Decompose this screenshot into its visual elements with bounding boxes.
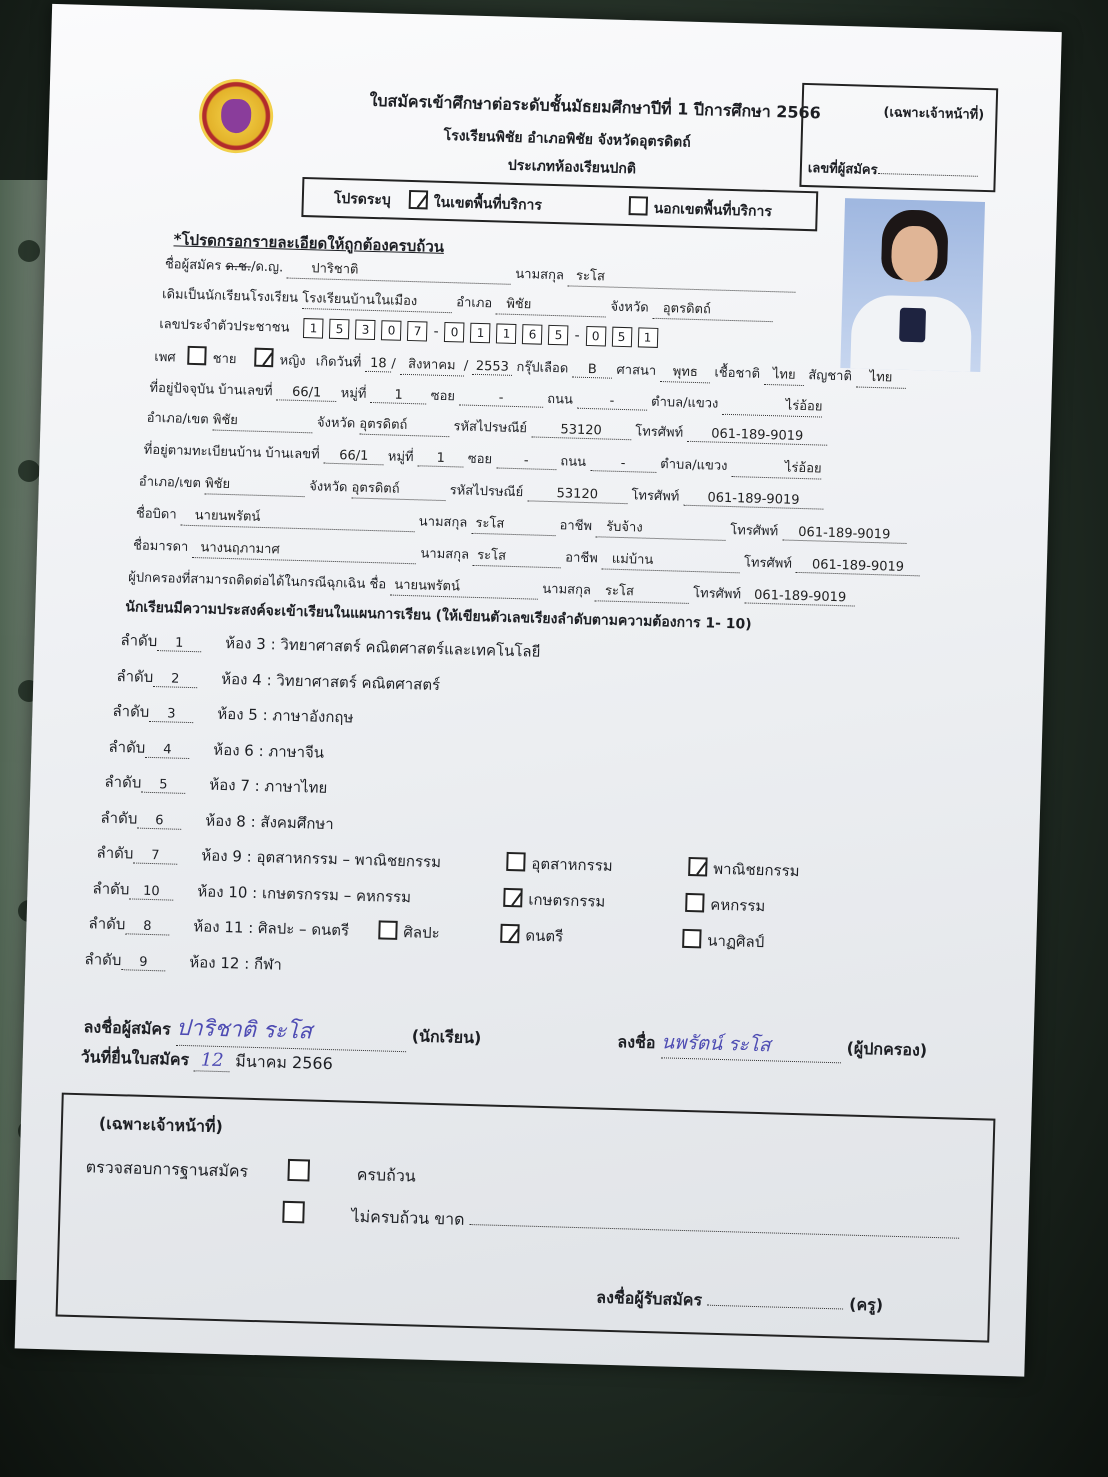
current-postcode-field[interactable]: 53120 bbox=[531, 421, 631, 440]
binder-hole bbox=[18, 460, 40, 482]
room10-agriculture-checkbox[interactable] bbox=[503, 888, 523, 908]
instruction-text: *โปรดกรอกรายละเอียดให้ถูกต้องครบถ้วน bbox=[173, 230, 445, 256]
room9-option-industry[interactable]: อุตสาหกรรม bbox=[506, 851, 613, 878]
room9-industry-checkbox[interactable] bbox=[506, 852, 526, 872]
id-digit-box[interactable]: 5 bbox=[329, 319, 350, 340]
binder-hole bbox=[18, 240, 40, 262]
id-digit-box[interactable]: 6 bbox=[522, 324, 543, 345]
current-address-row-2: อำเภอ/เขต พิชัย จังหวัด อุตรดิตถ์ รหัสไปรษณีย์ 53120 โทรศัพท์ 061-189-9019 bbox=[146, 407, 827, 448]
rank-label: ลำดับ bbox=[100, 808, 138, 828]
id-digit-box[interactable]: 1 bbox=[470, 323, 491, 344]
verification-incomplete-option[interactable]: ไม่ครบถ้วน ขาด bbox=[282, 1201, 960, 1247]
guardian-phone-field[interactable]: 061-189-9019 bbox=[745, 587, 855, 606]
room11-option-dance[interactable]: นาฏศิลป์ bbox=[682, 928, 765, 954]
submission-date-row: วันที่ยื่นใบสมัคร 12 มีนาคม 2566 bbox=[80, 1047, 334, 1074]
rank-field[interactable]: 2 bbox=[153, 670, 197, 687]
verification-label: ตรวจสอบการฐานสมัคร bbox=[85, 1157, 249, 1181]
applicant-number-label: เลขที่ผู้สมัคร bbox=[808, 157, 978, 183]
study-plan-heading: นักเรียนมีความประสงค์จะเข้าเรียนในแผนการเรียน (ให้เขียนตัวเลขเรียงลำดับตามความต้องการ 1- 10) bbox=[125, 599, 752, 633]
previous-school-row: เดิมเป็นนักเรียนโรงเรียน โรงเรียนบ้านในเมือง อำเภอ พิชัย จังหวัด อุตรดิตถ์ bbox=[162, 283, 773, 322]
study-plan-row bbox=[100, 805, 334, 836]
id-digit-box[interactable]: 1 bbox=[496, 323, 517, 344]
registered-province-field[interactable]: อุตรดิตถ์ bbox=[351, 476, 446, 501]
sex-female-checkbox[interactable] bbox=[254, 348, 274, 368]
mother-name-field[interactable]: นางนฤภามาศ bbox=[192, 536, 417, 564]
room11-art-checkbox[interactable] bbox=[378, 920, 398, 940]
mother-job-field[interactable]: แม่บ้าน bbox=[602, 547, 741, 573]
current-district-field[interactable]: พิชัย bbox=[213, 409, 314, 434]
rank-field[interactable]: 7 bbox=[133, 848, 177, 865]
study-plan-row bbox=[108, 734, 324, 764]
religion-field[interactable]: พุทธ bbox=[660, 360, 711, 383]
rank-field[interactable]: 5 bbox=[141, 777, 185, 794]
national-id-boxes[interactable] bbox=[303, 321, 663, 346]
mother-row: ชื่อมารดา นางนฤภามาศ นามสกุล ระโส อาชีพ แม่บ้าน โทรศัพท์ 061-189-9019 bbox=[133, 534, 920, 578]
current-road-field[interactable]: - bbox=[577, 393, 647, 411]
current-phone-field[interactable]: 061-189-9019 bbox=[687, 426, 827, 446]
room10-home-economics-checkbox[interactable] bbox=[685, 893, 705, 913]
study-plan-row bbox=[84, 947, 282, 977]
rank-field[interactable]: 3 bbox=[149, 706, 193, 723]
birth-day-field[interactable]: 18 bbox=[365, 356, 391, 373]
id-digit-box[interactable]: 3 bbox=[355, 320, 376, 341]
receiver-signature-field[interactable] bbox=[708, 1305, 844, 1310]
room9-commerce-checkbox[interactable] bbox=[688, 857, 708, 877]
area-select-label: โปรดระบุ bbox=[333, 190, 392, 209]
id-digit-box[interactable]: 5 bbox=[548, 325, 569, 346]
room-label: ห้อง 12 : กีฬา bbox=[189, 952, 283, 974]
room-label: ห้อง 6 : ภาษาจีน bbox=[213, 740, 325, 762]
study-plan-row bbox=[112, 699, 354, 730]
classroom-type: ประเภทห้องเรียนปกติ bbox=[507, 157, 637, 178]
room-label: ห้อง 4 : วิทยาศาสตร์ คณิตศาสตร์ bbox=[221, 669, 441, 694]
blood-type-field[interactable]: B bbox=[572, 362, 612, 379]
birth-month-field[interactable]: สิงหาคม bbox=[400, 353, 465, 377]
study-plan-row bbox=[120, 628, 541, 664]
father-row: ชื่อบิดา นายนพรัตน์ นามสกุล ระโส อาชีพ รับจ้าง โทรศัพท์ 061-189-9019 bbox=[136, 502, 907, 546]
staff-only-label: (เฉพาะเจ้าหน้าที่) bbox=[883, 105, 985, 123]
submission-day[interactable]: 12 bbox=[194, 1049, 231, 1072]
rank-field[interactable]: 1 bbox=[157, 635, 201, 652]
guardian-signature[interactable]: นพรัตน์ ระโส bbox=[661, 1027, 842, 1063]
room9-option-commerce[interactable]: พาณิชยกรรม bbox=[688, 856, 800, 883]
father-surname-field[interactable]: ระโส bbox=[471, 512, 556, 536]
room-label: ห้อง 8 : สังคมศึกษา bbox=[205, 810, 334, 833]
previous-school-field[interactable]: โรงเรียนบ้านในเมือง bbox=[302, 287, 453, 313]
previous-school-province-field[interactable]: อุตรดิตถ์ bbox=[653, 297, 774, 322]
applicant-name-row: ชื่อผู้สมัคร ด.ช./ด.ญ. ปาริชาติ นามสกุล ระโส bbox=[165, 253, 797, 293]
staff-only-applicant-box bbox=[799, 83, 998, 192]
rank-field[interactable]: 8 bbox=[125, 918, 169, 935]
school-name: โรงเรียนพิชัย อำเภอพิชัย จังหวัดอุตรดิตถ์ bbox=[443, 127, 691, 151]
staff-box-title: (เฉพาะเจ้าหน้าที่) bbox=[98, 1113, 224, 1137]
guardian-signature-row: ลงชื่อ นพรัตน์ ระโส (ผู้ปกครอง) bbox=[617, 1026, 928, 1066]
room11-option-art[interactable]: ศิลปะ bbox=[378, 919, 440, 945]
father-phone-field[interactable]: 061-189-9019 bbox=[782, 524, 906, 543]
rank-field[interactable]: 9 bbox=[121, 954, 165, 971]
receiver-signature-row: ลงชื่อผู้รับสมัคร (ครู) bbox=[596, 1287, 884, 1315]
incomplete-checkbox[interactable] bbox=[282, 1201, 305, 1224]
registered-road-field[interactable]: - bbox=[590, 455, 656, 473]
complete-checkbox[interactable] bbox=[287, 1159, 310, 1182]
room10-option-agriculture[interactable]: เกษตรกรรม bbox=[503, 887, 606, 914]
registered-address-row-2: อำเภอ/เขต พิชัย จังหวัด อุตรดิตถ์ รหัสไปรษณีย์ 53120 โทรศัพท์ 061-189-9019 bbox=[139, 471, 824, 512]
study-plan-row bbox=[104, 770, 327, 800]
registered-address-row-1: ที่อยู่ตามทะเบียนบ้าน บ้านเลขที่ 66/1 หมู่ที่ 1 ซอย - ถนน - ตำบล/แขวง ไร่อ้อย bbox=[143, 439, 821, 480]
national-id-row: เลขประจำตัวประชาชน 1 5 3 0 7 - 0 1 1 6 5 - 0 5 1 bbox=[159, 313, 664, 348]
current-subdistrict-field[interactable]: ไร่อ้อย bbox=[722, 393, 823, 418]
current-province-field[interactable]: อุตรดิตถ์ bbox=[359, 413, 450, 438]
registered-postcode-field[interactable]: 53120 bbox=[527, 485, 627, 504]
guardian-row: ผู้ปกครองที่สามารถติดต่อได้ในกรณีฉุกเฉิน ชื่อ นายนพรัตน์ นามสกุล ระโส โทรศัพท์ 061-189-9019 bbox=[128, 566, 856, 608]
previous-school-district-field[interactable]: พิชัย bbox=[496, 292, 607, 317]
room-label: ห้อง 10 : เกษตรกรรม – คหกรรม bbox=[197, 881, 412, 906]
room-label: ห้อง 9 : อุตสาหกรรม – พาณิชยกรรม bbox=[201, 846, 442, 872]
surname-field[interactable]: ระโส bbox=[568, 264, 797, 292]
rank-label: ลำดับ bbox=[88, 914, 126, 934]
id-digit-box[interactable]: 0 bbox=[444, 322, 465, 343]
registered-phone-field[interactable]: 061-189-9019 bbox=[683, 490, 823, 510]
room11-music-checkbox[interactable] bbox=[500, 924, 520, 944]
room-label: ห้อง 7 : ภาษาไทย bbox=[209, 775, 328, 797]
rank-field[interactable]: 4 bbox=[145, 741, 189, 758]
rank-label: ลำดับ bbox=[92, 878, 130, 898]
registered-district-field[interactable]: พิชัย bbox=[205, 472, 306, 497]
form-title: ใบสมัครเข้าศึกษาต่อระดับชั้นมัธยมศึกษาปีที่ 1 ปีการศึกษา 2566 bbox=[369, 90, 822, 123]
id-separator: - bbox=[574, 327, 580, 344]
missing-items-field[interactable] bbox=[470, 1224, 960, 1239]
current-moo-field[interactable]: 1 bbox=[370, 387, 426, 405]
rank-label: ลำดับ bbox=[116, 666, 154, 686]
room11-dance-checkbox[interactable] bbox=[682, 929, 702, 949]
sex-male-checkbox[interactable] bbox=[188, 346, 208, 366]
applicant-signature[interactable]: ปาริชาติ ระโส bbox=[176, 1010, 407, 1052]
ethnicity-field[interactable]: ไทย bbox=[764, 363, 805, 386]
father-job-field[interactable]: รับจ้าง bbox=[596, 515, 727, 541]
study-plan-row bbox=[116, 663, 440, 696]
current-house-no-field[interactable]: 66/1 bbox=[276, 384, 336, 402]
mother-surname-field[interactable]: ระโส bbox=[473, 544, 562, 568]
room-label: ห้อง 11 : ศิลปะ – ดนตรี bbox=[193, 917, 350, 940]
room-label: ห้อง 5 : ภาษาอังกฤษ bbox=[217, 704, 354, 727]
room11-option-music[interactable]: ดนตรี bbox=[500, 923, 563, 949]
guardian-name-field[interactable]: นายนพรัตน์ bbox=[390, 574, 539, 600]
room10-option-home-economics[interactable]: คหกรรม bbox=[685, 892, 766, 918]
first-name-field[interactable]: ปาริชาติ bbox=[287, 257, 512, 285]
registered-soi-field[interactable]: - bbox=[496, 452, 556, 470]
study-plan-row bbox=[88, 911, 349, 942]
id-digit-box[interactable]: 1 bbox=[303, 318, 324, 339]
id-digit-box[interactable]: 1 bbox=[637, 327, 658, 348]
room-label: ห้อง 3 : วิทยาศาสตร์ คณิตศาสตร์และเทคโนโลยี bbox=[225, 633, 541, 661]
rank-label: ลำดับ bbox=[104, 772, 142, 792]
id-digit-box[interactable]: 7 bbox=[407, 321, 428, 342]
registered-subdistrict-field[interactable]: ไร่อ้อย bbox=[731, 455, 822, 480]
registered-moo-field[interactable]: 1 bbox=[418, 450, 464, 467]
area-inside-checkbox[interactable] bbox=[409, 190, 429, 210]
current-soi-field[interactable]: - bbox=[459, 389, 543, 407]
applicant-signature-row: ลงชื่อผู้สมัคร ปาริชาติ ระโส (นักเรียน) bbox=[83, 1007, 482, 1054]
area-outside-option[interactable]: นอกเขตพื้นที่บริการ bbox=[628, 196, 772, 223]
rank-label: ลำดับ bbox=[84, 949, 122, 969]
applicant-photo bbox=[840, 198, 985, 372]
staff-verification-box bbox=[56, 1093, 996, 1343]
area-outside-checkbox[interactable] bbox=[629, 196, 649, 216]
rank-label: ลำดับ bbox=[120, 631, 158, 651]
mother-phone-field[interactable]: 061-189-9019 bbox=[796, 557, 920, 576]
nationality-field[interactable]: ไทย bbox=[856, 365, 907, 388]
birth-year-field[interactable]: 2553 bbox=[472, 359, 512, 376]
rank-label: ลำดับ bbox=[112, 701, 150, 721]
id-separator: - bbox=[433, 323, 439, 340]
registered-house-no-field[interactable]: 66/1 bbox=[324, 448, 384, 466]
study-plan-row bbox=[96, 840, 441, 874]
study-plan-row bbox=[92, 876, 411, 909]
rank-field[interactable]: 6 bbox=[137, 812, 181, 829]
id-digit-box[interactable]: 0 bbox=[381, 320, 402, 341]
rank-label: ลำดับ bbox=[108, 737, 146, 757]
area-inside-option[interactable]: ในเขตพื้นที่บริการ bbox=[408, 190, 542, 217]
id-digit-box[interactable]: 5 bbox=[611, 327, 632, 348]
service-area-box bbox=[301, 177, 818, 231]
verification-complete-option[interactable]: ครบถ้วน bbox=[287, 1159, 416, 1190]
rank-label: ลำดับ bbox=[96, 843, 134, 863]
school-logo bbox=[198, 78, 274, 154]
current-address-row-1: ที่อยู่ปัจจุบัน บ้านเลขที่ 66/1 หมู่ที่ 1 ซอย - ถนน - ตำบล/แขวง ไร่อ้อย bbox=[149, 377, 823, 418]
id-digit-box[interactable]: 0 bbox=[585, 326, 606, 347]
guardian-surname-field[interactable]: ระโส bbox=[595, 579, 690, 604]
rank-field[interactable]: 10 bbox=[129, 883, 173, 900]
father-name-field[interactable]: นายนพรัตน์ bbox=[180, 504, 415, 533]
application-form-sheet bbox=[15, 4, 1062, 1377]
sex-birth-row: เพศ ชาย หญิง เกิดวันที่ 18 / สิงหาคม / 2553 กรุ๊ปเลือด B ศาสนา พุทธ เชื้อชาติ ไทย สัญชาติ ไทย bbox=[154, 345, 906, 389]
